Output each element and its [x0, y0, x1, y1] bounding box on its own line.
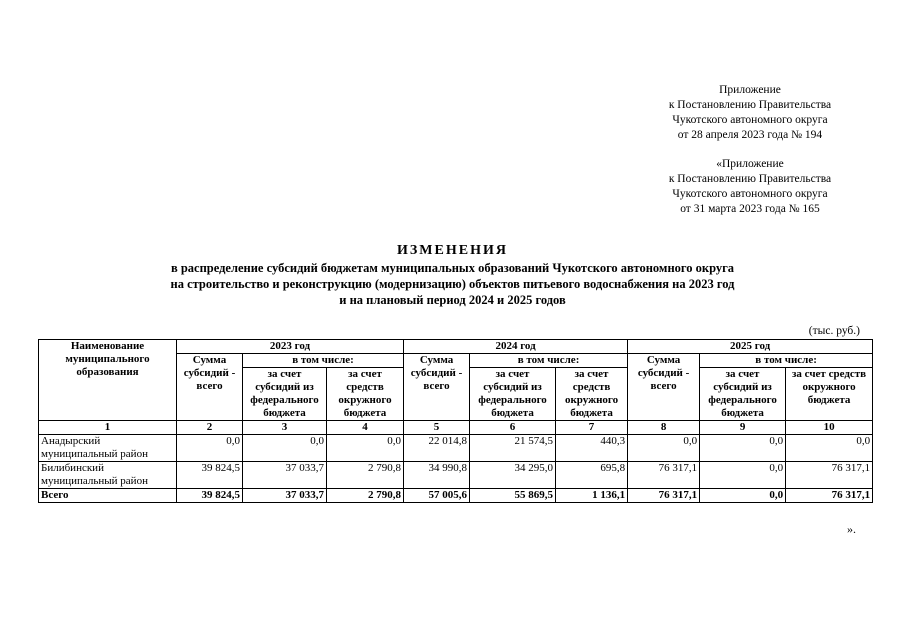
table-cell: 39 824,5 — [177, 462, 243, 489]
header-federal-2024: за счет субсидий из федерального бюджета — [470, 368, 556, 421]
header-district-2024: за счет средств окружного бюджета — [556, 368, 628, 421]
table-row — [39, 435, 873, 462]
appendix-current-line-1: Приложение — [719, 84, 781, 96]
table-cell: 0,0 — [327, 435, 404, 462]
row-name: Всего — [39, 489, 177, 503]
row-name: Анадырский муниципальный район — [39, 435, 177, 462]
title-line-1: в распределение субсидий бюджетам муниципальных образований Чукотского автономного округа — [170, 261, 735, 275]
appendix-previous-line-2: к Постановлению Правительства — [668, 173, 832, 185]
appendix-previous-header — [630, 157, 870, 217]
appendix-previous-line-3: Чукотского автономного округа — [672, 188, 828, 200]
table-cell: 440,3 — [556, 435, 628, 462]
table-row — [39, 462, 873, 489]
table-cell: 0,0 — [786, 435, 873, 462]
table-cell: 695,8 — [556, 462, 628, 489]
table-cell: 76 317,1 — [628, 489, 700, 503]
table-cell: 0,0 — [243, 435, 327, 462]
column-number: 4 — [327, 421, 404, 435]
appendix-current-line-2: к Постановлению Правительства — [668, 99, 832, 111]
table-cell: 37 033,7 — [243, 462, 327, 489]
table-cell: 0,0 — [700, 462, 786, 489]
title-line-2: на строительство и реконструкцию (модернизацию) объектов питьевого водоснабжения на 2023 год — [170, 277, 735, 291]
header-municipality: Наименование муниципального образования — [39, 340, 177, 421]
header-year-2024: 2024 год — [404, 340, 628, 354]
column-number: 2 — [177, 421, 243, 435]
table-cell: 76 317,1 — [786, 489, 873, 503]
table-cell: 22 014,8 — [404, 435, 470, 462]
table-cell: 34 990,8 — [404, 462, 470, 489]
table-cell: 0,0 — [177, 435, 243, 462]
column-number: 5 — [404, 421, 470, 435]
table-cell: 21 574,5 — [470, 435, 556, 462]
table-cell: 0,0 — [700, 435, 786, 462]
unit-label: (тыс. руб.) — [808, 325, 860, 337]
header-federal-2023: за счет субсидий из федерального бюджета — [243, 368, 327, 421]
title-line-3: и на плановый период 2024 и 2025 годов — [339, 293, 566, 307]
document-title — [0, 243, 905, 308]
header-including-2024: в том числе: — [470, 354, 628, 368]
table-cell: 34 295,0 — [470, 462, 556, 489]
column-number: 8 — [628, 421, 700, 435]
table-cell: 2 790,8 — [327, 462, 404, 489]
header-year-2023: 2023 год — [177, 340, 404, 354]
column-number: 9 — [700, 421, 786, 435]
header-total-2023: Сумма субсидий - всего — [177, 354, 243, 421]
header-including-2025: в том числе: — [700, 354, 873, 368]
row-name: Билибинский муниципальный район — [39, 462, 177, 489]
column-number: 1 — [39, 421, 177, 435]
table-cell: 1 136,1 — [556, 489, 628, 503]
header-total-2024: Сумма субсидий - всего — [404, 354, 470, 421]
table-cell: 76 317,1 — [786, 462, 873, 489]
header-federal-2025: за счет субсидий из федерального бюджета — [700, 368, 786, 421]
table-cell: 0,0 — [628, 435, 700, 462]
header-total-2025: Сумма субсидий - всего — [628, 354, 700, 421]
appendix-previous-line-4: от 31 марта 2023 года № 165 — [680, 203, 820, 215]
column-number: 6 — [470, 421, 556, 435]
column-number: 3 — [243, 421, 327, 435]
table-cell: 55 869,5 — [470, 489, 556, 503]
table-cell: 2 790,8 — [327, 489, 404, 503]
column-number: 10 — [786, 421, 873, 435]
header-year-2025: 2025 год — [628, 340, 873, 354]
table-cell: 37 033,7 — [243, 489, 327, 503]
appendix-current-header — [630, 83, 870, 143]
table-cell: 76 317,1 — [628, 462, 700, 489]
header-including-2023: в том числе: — [243, 354, 404, 368]
table-row-total — [39, 489, 873, 503]
column-number: 7 — [556, 421, 628, 435]
subsidy-table — [38, 339, 873, 503]
title-main: ИЗМЕНЕНИЯ — [397, 243, 508, 258]
table-cell: 39 824,5 — [177, 489, 243, 503]
appendix-current-line-4: от 28 апреля 2023 года № 194 — [677, 129, 823, 141]
appendix-previous-line-1: «Приложение — [716, 158, 784, 170]
header-district-2023: за счет средств окружного бюджета — [327, 368, 404, 421]
table-cell: 0,0 — [700, 489, 786, 503]
closing-quote-mark: ». — [847, 522, 856, 536]
appendix-current-line-3: Чукотского автономного округа — [672, 114, 828, 126]
header-district-2025: за счет средств окружного бюджета — [786, 368, 873, 421]
table-cell: 57 005,6 — [404, 489, 470, 503]
